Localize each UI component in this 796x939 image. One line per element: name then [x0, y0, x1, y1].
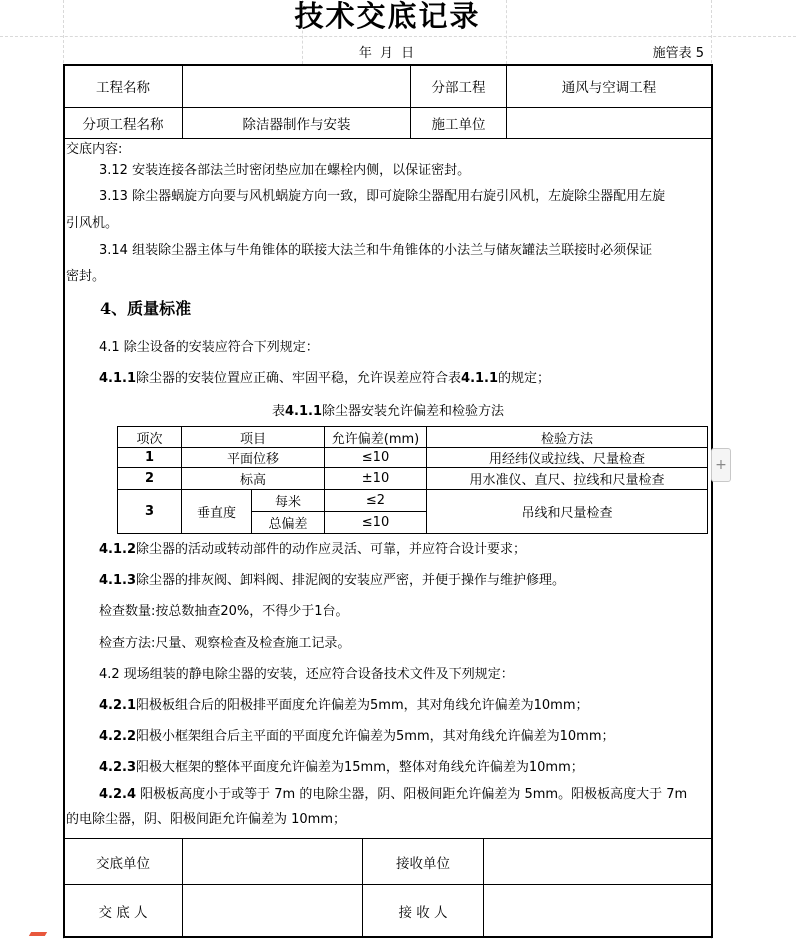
- paragraph: 检查方法:尺量、观察检查及检查施工记录。: [99, 636, 351, 651]
- table-header: 项目: [239, 431, 266, 447]
- item-name-value[interactable]: 除洁器制作与安装: [242, 117, 351, 133]
- corner-mark: [29, 932, 47, 936]
- project-name-value[interactable]: [183, 65, 410, 107]
- table-cell: 3: [144, 504, 155, 519]
- date-label: 年 月 日: [358, 46, 417, 61]
- table-cell: 每米: [274, 495, 301, 510]
- clause-text: 除尘器的排灰阀、卸料阀、排泥阀的安装应严密，并便于操作与维护修理。: [136, 573, 566, 588]
- form-number: 施管表 5: [652, 46, 704, 61]
- table-cell: ±10: [361, 471, 390, 486]
- clause-number: 4.1.2: [99, 542, 137, 557]
- paragraph: 4.1 除尘设备的安装应符合下列规定：: [99, 340, 319, 355]
- handover-person-value[interactable]: [183, 885, 362, 937]
- paragraph: [99, 696, 739, 716]
- construction-unit-value[interactable]: [507, 108, 711, 138]
- caption-number: 4.1.1: [284, 404, 322, 419]
- paragraph: [99, 785, 739, 805]
- paragraph: 3.12 安装连接各部法兰时密闭垫应加在螺栓内侧，以保证密封。: [99, 163, 471, 178]
- clause-number: 4.2.3: [99, 760, 137, 775]
- table-cell: 垂直度: [196, 506, 236, 521]
- table-cell: 总偏差: [268, 517, 308, 532]
- table-caption: [66, 400, 710, 419]
- clause-number: 4.1.1: [99, 371, 137, 386]
- table-cell: ≤2: [365, 493, 386, 508]
- paragraph: 3.14 组装除尘器主体与牛角锥体的联接大法兰和牛角锥体的小法兰与储灰罐法兰联接时必须保证: [99, 243, 653, 258]
- paragraph: 引风机。: [66, 216, 119, 231]
- clause-number: 4.1.3: [99, 573, 137, 588]
- paragraph: [99, 571, 739, 591]
- clause-text: 阳极小框架组合后主平面的平面度允许偏差为5mm，其对角线允许偏差为10mm；: [136, 729, 615, 744]
- paragraph: [99, 727, 739, 747]
- clause-text: 除尘器的安装位置应正确、牢固平稳，允许误差应符合表: [136, 371, 462, 386]
- clause-number: 4.2.4: [99, 787, 137, 802]
- handover-person-label: 交 底 人: [98, 905, 148, 921]
- table-cell: 用经纬仪或拉线、尺量检查: [488, 452, 645, 467]
- clause-text: 除尘器的活动或转动部件的动作应灵活、可靠，并应符合设计要求；: [136, 542, 527, 557]
- handover-unit-label: 交底单位: [96, 855, 150, 872]
- sub-project-value[interactable]: 通风与空调工程: [561, 80, 657, 96]
- section-heading: 4、质量标准: [100, 299, 192, 318]
- table-header: 允许偏差(mm): [331, 431, 420, 447]
- sub-project-label: 分部工程: [431, 80, 486, 96]
- paragraph: [99, 540, 739, 560]
- clause-text: 阳极板组合后的阳极排平面度允许偏差为5mm，其对角线允许偏差为10mm；: [136, 698, 589, 713]
- paragraph: [99, 758, 739, 778]
- table-header: 检验方法: [540, 431, 593, 447]
- date-row: [63, 36, 712, 64]
- document-title: 技术交底记录: [294, 0, 481, 33]
- tolerance-table: [117, 426, 708, 534]
- paragraph: 4.2 现场组装的静电除尘器的安装，还应符合设备技术文件及下列规定：: [99, 667, 514, 682]
- receive-person-label: 接 收 人: [398, 905, 448, 921]
- content-label: 交底内容:: [66, 142, 123, 157]
- paragraph: 密封。: [66, 269, 106, 284]
- table-cell: ≤10: [361, 450, 390, 465]
- table-cell: 1: [144, 450, 155, 465]
- table-cell: 用水准仪、直尺、拉线和尺量检查: [469, 473, 665, 488]
- table-cell: 平面位移: [226, 452, 279, 467]
- clause-number: 4.2.1: [99, 698, 137, 713]
- receive-person-value[interactable]: [484, 885, 711, 937]
- table-cell: ≤10: [361, 515, 390, 530]
- project-name-label: 工程名称: [96, 80, 150, 96]
- construction-unit-label: 施工单位: [431, 117, 486, 133]
- handover-content[interactable]: [66, 138, 710, 838]
- clause-text: 阳极板高度小于或等于 7m 的电除尘器，阴、阳极间距允许偏差为 5mm。阳极板高度大于 7m: [136, 787, 688, 802]
- add-column-button[interactable]: +: [711, 448, 731, 482]
- table-ref: 4.1.1: [461, 371, 499, 386]
- table-header: 项次: [136, 431, 163, 447]
- clause-number: 4.2.2: [99, 729, 137, 744]
- table-cell: 吊线和尺量检查: [521, 506, 613, 521]
- caption-text: 除尘器安装允许偏差和检验方法: [322, 404, 505, 419]
- paragraph: 检查数量:按总数抽查20%，不得少于1台。: [99, 604, 349, 619]
- paragraph: 的电除尘器，阴、阳极间距允许偏差为 10mm；: [66, 812, 347, 827]
- table-cell: 2: [144, 471, 155, 486]
- handover-unit-value[interactable]: [183, 839, 362, 884]
- paragraph: [99, 369, 739, 389]
- caption-prefix: 表: [271, 404, 285, 419]
- receive-unit-label: 接收单位: [396, 855, 450, 872]
- paragraph: 3.13 除尘器蜗旋方向要与风机蜗旋方向一致，即可旋除尘器配用右旋引风机，左旋除尘器配用左旋: [99, 189, 666, 204]
- receive-unit-value[interactable]: [484, 839, 711, 884]
- table-cell: 标高: [239, 473, 266, 488]
- clause-tail: 的规定；: [498, 371, 551, 386]
- clause-text: 阳极大框架的整体平面度允许偏差为15mm，整体对角线允许偏差为10mm；: [136, 760, 584, 775]
- item-name-label: 分项工程名称: [82, 117, 164, 133]
